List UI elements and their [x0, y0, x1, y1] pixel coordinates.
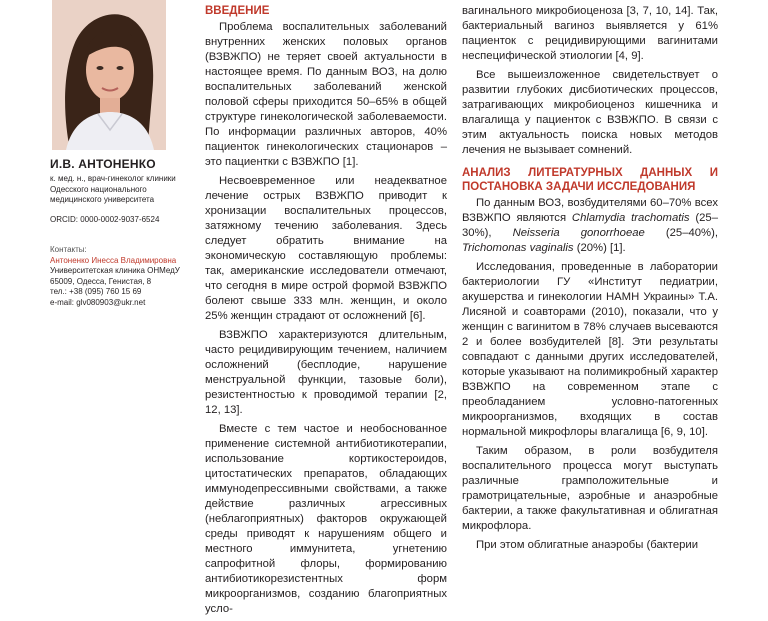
- paragraph: Все вышеизложенное свидетельствует о развитии глубоких дисбиотических процессов, затрагивающих микробиоценоз кишечника и влагалища у пациенток с ВЗВЖПО. В связи с этим актуальность поиска новых методов лечения не вызывает сомнений.: [462, 69, 718, 156]
- author-affiliation: к. мед. н., врач-гинеколог клиники Одесского национального медицинского университета: [50, 174, 176, 204]
- text-run: (25–40%),: [644, 227, 718, 239]
- species-name: Trichomonas vaginalis: [462, 242, 574, 254]
- paragraph-pathogens: [462, 196, 718, 256]
- species-name: Chlamydia trachomatis: [571, 212, 690, 224]
- species-name: Neisseria gonorrhoeae: [512, 227, 645, 239]
- paragraph: вагинального микробиоценоза [3, 7, 10, 14]. Так, бактериальный вагиноз выявляется у 61% пациенток с рецидивирующими вагинитами неспецифической этиологии [4, 9].: [462, 5, 718, 62]
- paragraph: При этом облигатные анаэробы (бактерии: [476, 539, 699, 551]
- author-orcid: ORCID: 0000-0002-9037-6524: [50, 215, 160, 224]
- paragraph: Исследования, проведенные в лаборатории бактериологии ГУ «Институт педиатрии, акушерства и гинекологии НАМН Украины» Т.А. Лисяной и соавторами (2010), показали, что у женщин с вагинитом в 78% случаев высеваются 2 и более возбудителей [8]. Эти результаты совпадают с данными других исследователей, которые указывают на полимикробный характер ВЗВЖПО на современном этапе с преобладанием условно-патогенных микроорганизмов, входящих в состав нормальной микрофлоры влагалища [6, 9, 10].: [462, 261, 718, 438]
- author-photo: [52, 0, 166, 150]
- paragraph: ВЗВЖПО характеризуются длительным, часто рецидивирующим течением, наличием осложнений (бесплодие, нарушение менструальной функции, тазовые боли), резистентностью к проводимой терапии [2, 12, 13].: [205, 329, 447, 416]
- paragraph: Проблема воспалительных заболеваний внутренних женских половых органов (ВЗВЖПО) не теряет своей актуальности в настоящее время. По данным ВОЗ, на долю воспалительных заболеваний женской половой сферы приходится 50–65% в общей структуре гинекологической заболеваемости. По информации различных авторов, 40% пациенток гинекологических стационаров – это пациентки с ВЗВЖПО [1].: [205, 21, 447, 168]
- contact-line: 65009, Одесса, Генистая, 8: [50, 276, 152, 286]
- contact-email[interactable]: e-mail: glv080903@ukr.net: [50, 297, 146, 307]
- section-heading-literature: АНАЛИЗ ЛИТЕРАТУРНЫХ ДАННЫХ И ПОСТАНОВКА ЗАДАЧИ ИССЛЕДОВАНИЯ: [462, 167, 718, 193]
- paragraph: Несвоевременное или неадекватное лечение острых ВЗВЖПО приводит к хронизации воспалительных процессов, затяжному течению заболевания. Здесь следует обратить внимание на экономическую составляющую проблемы: так, американские исследователи отмечают, что сегодня в мире острой формой ВЗВЖПО болеют свыше 333 млн. женщин, и около 25% женщин страдают от осложнений [6].: [205, 175, 447, 322]
- section-heading-introduction: ВВЕДЕНИЕ: [205, 5, 270, 17]
- contact-line: Университетская клиника ОНМедУ: [50, 266, 180, 275]
- text-run: (20%) [1].: [573, 242, 626, 254]
- contacts-label: Контакты:: [50, 245, 87, 254]
- paragraph: Таким образом, в роли возбудителя воспалительного процесса могут выступать различные грамположительные и грамотрицательные, аэробные и анаэробные бактерии, а также факультативная и облигатная микрофлора.: [462, 445, 718, 532]
- contact-name: Антоненко Инесса Владимировна: [50, 256, 177, 265]
- text-run: По данным ВОЗ, возбудителями 60–70% всех ВЗВЖПО являются: [462, 197, 718, 224]
- contact-lines: [50, 266, 180, 308]
- author-name: И.В. АНТОНЕНКО: [50, 157, 156, 171]
- article-column-2: [462, 4, 718, 557]
- text-run: (25–30%),: [462, 212, 718, 239]
- paragraph: Вместе с тем частое и необоснованное применение системной антибиотикотерапии, использование кортикостероидов, цитостатических препаратов, обладающих иммунодепрессивными свойствами, а также действие различных агрессивных (неблагоприятных) факторов окружающей среды приводят к нарушениям общего и местного иммунитета, угнетению сапрофитной флоры, формированию антибиотикорезистентных форм микроорганизмов, созданию благоприятных усло-: [205, 423, 447, 615]
- article-column-1: [205, 4, 447, 621]
- contact-line: тел.: +38 (095) 760 15 69: [50, 287, 142, 296]
